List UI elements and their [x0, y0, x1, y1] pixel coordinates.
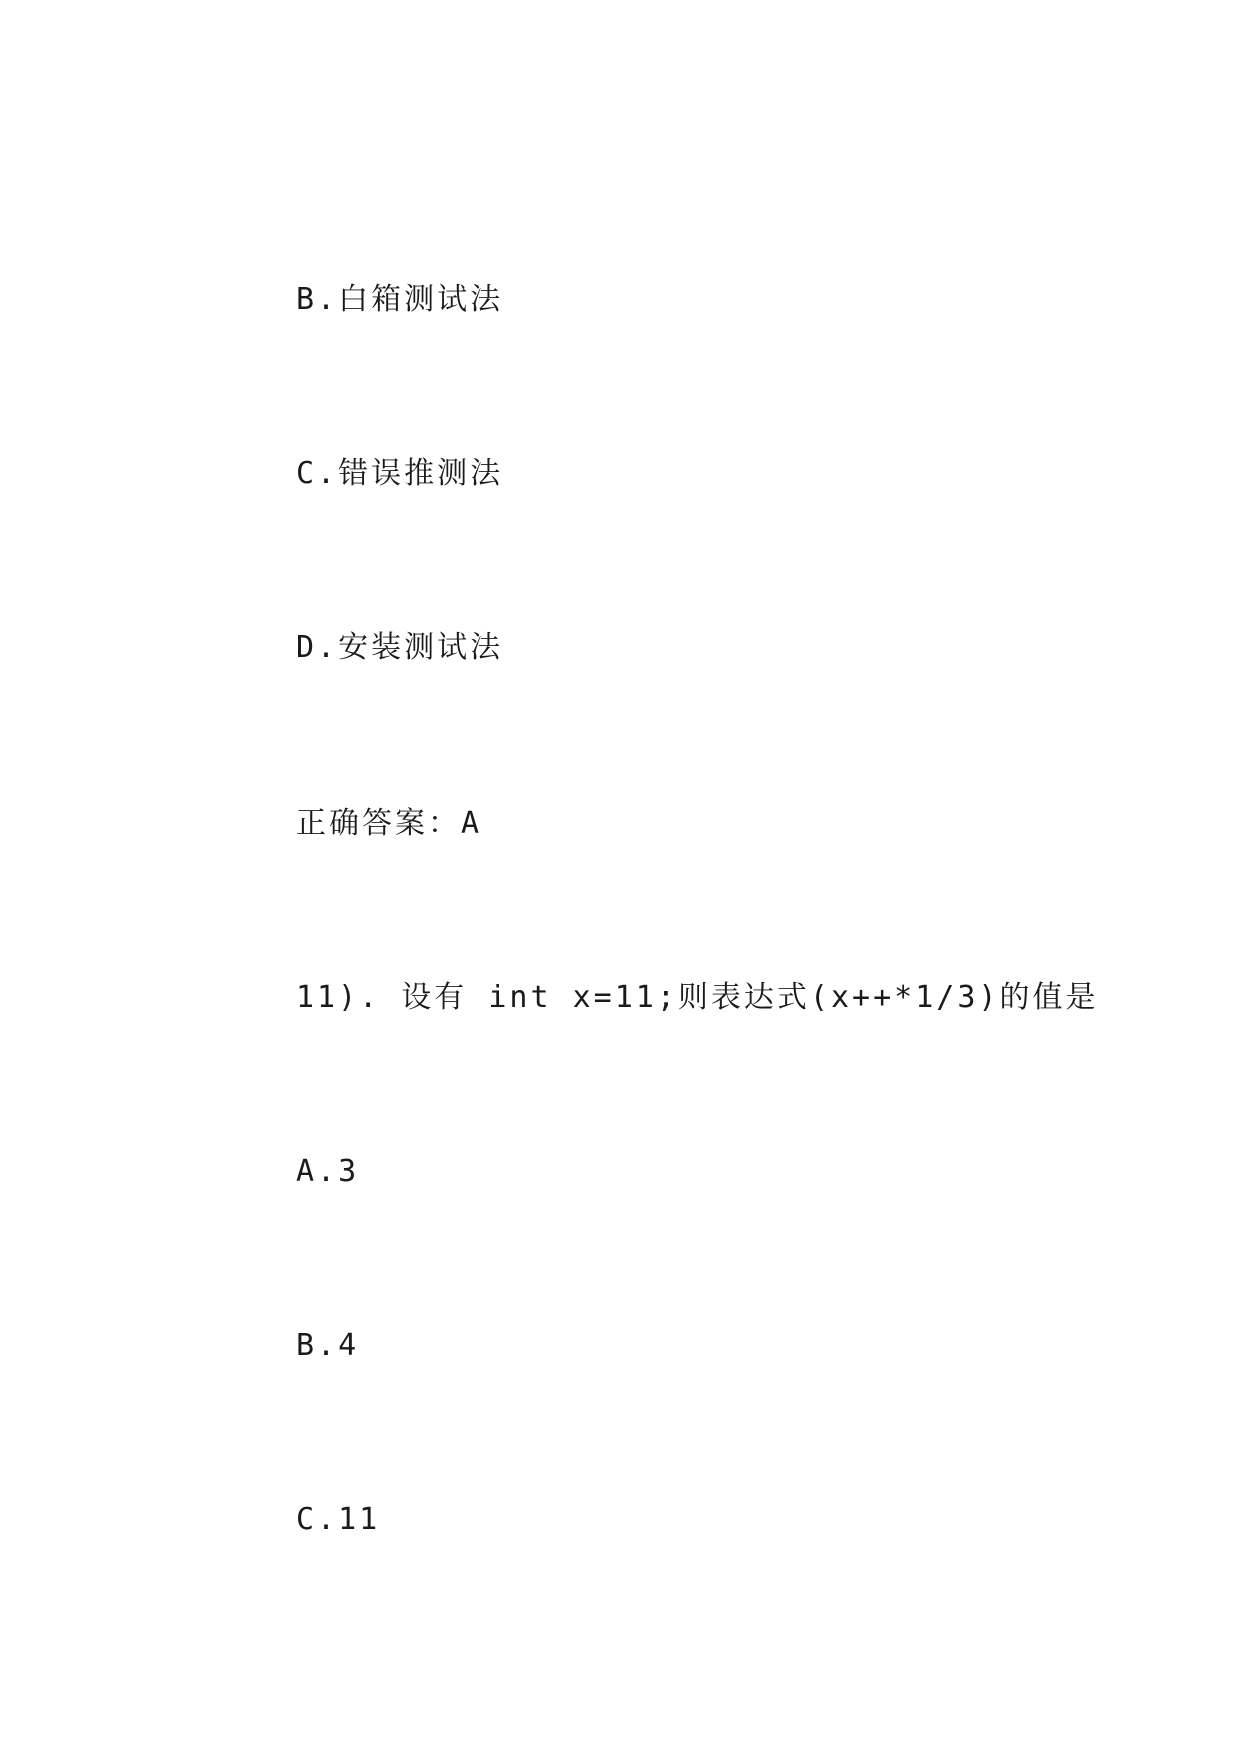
option-b-previous: B.白箱测试法 — [296, 282, 504, 317]
option-d-previous: D.安装测试法 — [296, 630, 504, 665]
option-c-previous: C.错误推测法 — [296, 456, 504, 491]
option-a: A.3 — [296, 1154, 360, 1189]
option-c: C.11 — [296, 1502, 381, 1537]
correct-answer: 正确答案：A — [296, 806, 483, 841]
question-11: 11). 设有 int x=11;则表达式(x++*1/3)的值是 — [296, 980, 1099, 1015]
option-b: B.4 — [296, 1328, 360, 1363]
